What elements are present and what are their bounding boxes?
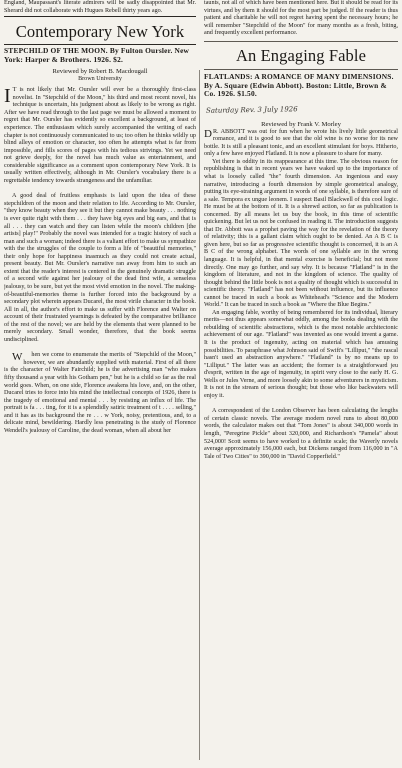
review-paragraph-1 (4, 87, 196, 185)
section-rule-bottom (4, 44, 196, 45)
review-paragraph-4: A correspondent of the London Observer has been calculating the lengths of certain classic novels. The average modern novel runs to about 80,000 words, the calculator makes out that "Tom Jones" is about 340,000 words in length, "Peregrine Pickle" about 320,000, and Richardson's "Pamela" about 524,000! Scott seems to have worked to a definite scale; the Waverly novels average approximately 156,000 each, but Dickens ranged from 116,000 in "A Tale of Two Cities" to 390,000 in "David Copperfield." (204, 408, 398, 460)
paragraph-text: R. ABBOTT was out for fun when he wrote his lively little geometrical romance, and it is good to see that the old wine is no worse for its new bottle. It is still a pleasant tonic, and an excellent stimulant for boys. Hitherto, only a few have enjoyed Flatland. It is now a pleasure to share for many. (204, 128, 398, 158)
right-intro-text: taunts, not all of which have been mentioned here. But it should be read for its virtues, and by them it should for the most part be judged. If the reader is thus patient and charitable he will not regret having spent the necessary hours; he will remember "Stepchild of the Moon" for many months as a fresh, biting, and frequently excellent performance. (204, 0, 398, 37)
handwritten-note: Saturday Rev. 3 July 1926 (205, 104, 298, 115)
reviewer-name: Reviewed by Robert B. Macdougall (52, 68, 148, 76)
left-intro-text: England, Maupassant's literate admirers will be sadly disappointed that Mr. Sherard did not collaborate with Hugues Rebell thirty years ago. (4, 0, 196, 14)
section-rule-top (4, 16, 196, 17)
section-title: Contemporary New York (15, 22, 185, 42)
review-paragraph-2: A good deal of fruitless emphasis is laid upon the idea of these stepchildren of the moon and their relation to life. According to Mr. Oursler, "they know beauty when they see it but they cannot make beauty . . . nothing is ever quite right with them . . . they have big eyes and big ears, and that is all . . . they can watch and they can listen while the moon's children [the artists] play!" Probably the novel was intended for a tragic history of such a man and such a woman; indeed there is a valiant effort to make us sympathize with the the struggles of the couple to form a life of "beautiful memories," their only hope for happiness inasmuch as they could not create actual, present beauty. But Mr. Oursler's narrative ran away from him to such an extent that the reader's interest is centered in the genuinely dramatic struggle of a second wife against her jealousy of the dead first wife, a senseless jealousy, to be sure, but yet the most vivid emotion in the novel. The making-of-beautiful-memories theme is further forced into the background by a secondary plot wherein appears Ducarel, the most virile character in the book. All in all, the author's effort to make us suffer with Florence and Walter on account of their frustrated yearnings is defeated by the comparative brilliance of the rest of the novel; we are held by the elements that were planned to be merely secondary. Small wonder, therefore, that the book seems undisciplined. (4, 193, 196, 343)
book-title: FLATLANDS: A ROMANCE OF MANY DIMENSIONS. By A. Square (Edwin Abbott). Boston: Little, Brown & Co. 1926. $1.50. (204, 71, 394, 99)
section-rule-top (204, 41, 398, 42)
review-paragraph-3: An engaging fable, worthy of being remembered for its individual, literary merits—not thus appears somewhat oddly, among the books dealing with the rebuilding of scientific abstractions, which is the most notable architectonic achievement of our age. "Flatland" was invented as one would invent a game. It is the product of ingenuity, acting on material which has amusing possibilities. To paraphrase what Johnson said of Swift's "Lilliput," "the rascal hasn't used an abstraction anywhere." "Flatland" is by no means up to "Lilliput." The latter was an accident; the former is a straightforward jeu d'esprit, written in the age of ingenuity, in spirit very close to the early H. G. Wells or Jules Verne, and more loosely akin to some adventurers in mysticism. It is not in the stream of serious thought; but those who like backwaters will enjoy it. (204, 309, 398, 399)
dropcap: I (4, 85, 11, 108)
paragraph-text: T is not likely that Mr. Oursler will ever be a thoroughly first-class novelist. In "Stepchild of the Moon," his third and most recent novel, his technique is uncertain, his judgment about as likely to be wrong as right. After we have read through to the last page we must be allowed a moment to regret that Mr. Oursler has evidently so excellent a background, at least of experience. The enthusiasm which surely accompanied the writing of each chapter is not continuously communicated to us; too often he thinks wildly up blind alleys of emotion or character, too often he attempts what is far from impossible, and fills scores of pages with his tedious strivings. Yet we need not grieve deeply, for the novel has much value as entertainment, and considerable significance as a comment upon contemporary New York. It is usually written effectively, although in Mr. Oursler's vocabulary there is a regrettable tendency towards strangeness and the unfamiliar. (4, 87, 196, 184)
right-column (204, 0, 398, 461)
reviewer-affiliation: Brown University (78, 76, 122, 83)
dropcap: D (204, 127, 212, 140)
paragraph-text: hen we come to enumerate the merits of "Stepchild of the Moon," however, we are abundantly supplied with material. First of all there is the character of Walter Fairchild; he is the advertising man "who makes fifty thousand a year with his Gotham pen," but he is a child so far as the real world goes. When, on one side, Florence awakens his love, and, on the other, Ducarel tries to force into his mind the intellectual concepts of 1926, there is the tragedy of emotional and mental . . . by resisting an influx of life. The portrait is fa . . . ting, for it is a splendidly satiric treatment of t . . . . selling," and it has as its background the re . . . w York, noisy, pretentious, and, to a delicate mind, bewildering. Hardly less penetrating is the study of Florence Wendell's jealousy of Caroline, the dead woman, when all about her (4, 352, 196, 434)
review-paragraph-1 (204, 129, 398, 159)
section-title: An Engaging Fable (235, 46, 366, 66)
book-title: STEPCHILD OF THE MOON. By Fulton Oursler. New York: Harper & Brothers. 1926. $2. (4, 46, 190, 64)
review-paragraph-3 (4, 352, 196, 435)
review-paragraph-2: Yet there is oddity in its reappearance at this time. The obvious reason for republishing is that in recent years we have waked up to the importance of what is loosely called "the" fourth dimension. An ingenious and easy narrative, introducing a fourth dimension by simple geometrical analogy, putting its eye-straining argument in words of one syllable, is therefore sure of a sale. Tempora ex ungue leonem. I suspect Basil Blackwell of this cool logic. He must be at the bottom of it. It is a shrewd action, so far as publication is concerned. By all means let us buy the book, in this time of scientific quickening. But let us not be confused in reading it. The introduction suggests that Dr. Abbott was a prophet paving the way for the revelation of the theory of relativity; this is a gallant claim which ought to be denied. An A B C is given here, but so far as progressive scientific thought is concerned, it is an A B C of the wrong alphabet. The words of one syllable are in the wrong language. It is helpful, in that mental exercise is beneficial; but not more directly. One may go further, and say why. It is because "Flatland" is in the kingdom of literature, and not in the kingdom of science. The quality of thought behind the little book is not a quality of thought which is successful in scientific theory. "Flatland" has not been without influence, but its influence cannot be traced in such a book as Whitehead's "Science and the Modern World." It can be traced in such a book as "Where the Blue Begins." (204, 158, 398, 309)
left-column (4, 0, 196, 435)
dropcap: W (12, 351, 23, 364)
column-divider (199, 70, 200, 760)
reviewer-name: Reviewed by Frank V. Morley (261, 120, 341, 128)
section-rule-bottom (204, 69, 398, 70)
